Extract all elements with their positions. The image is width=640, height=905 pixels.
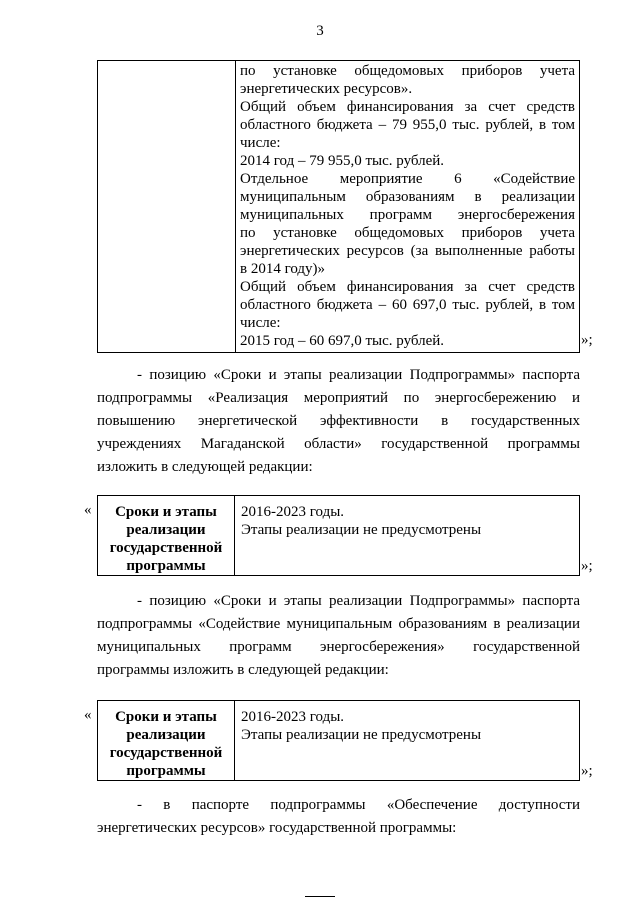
text-line: областного бюджета – 79 955,0 тыс. рублей, в том <box>240 117 575 133</box>
text-line: - позицию «Сроки и этапы реализации Подпрограммы» паспорта <box>137 593 580 609</box>
page-number: 3 <box>316 23 324 39</box>
text-line: 2016-2023 годы. <box>241 504 345 520</box>
text-line: подпрограммы «Содействие муниципальным образованиям в реализации <box>97 616 580 632</box>
text-line: - позицию «Сроки и этапы реализации Подпрограммы» паспорта <box>137 367 580 383</box>
text-line: энергетических ресурсов» государственной программы: <box>97 820 457 836</box>
closing-quote: »; <box>581 558 593 574</box>
text-line: - в паспорте подпрограммы «Обеспечение доступности <box>137 797 580 813</box>
passport-table-2 <box>97 700 580 781</box>
financing-table <box>97 60 580 353</box>
paragraph-3 <box>97 794 580 840</box>
text-line: 2015 год – 60 697,0 тыс. рублей. <box>240 333 445 349</box>
text-line: повышению энергетической эффективности в государственных <box>97 413 580 429</box>
paragraph-1 <box>97 364 580 479</box>
text-line: числе: <box>240 135 281 151</box>
passport-table-1 <box>97 495 580 576</box>
text-line: Этапы реализации не предусмотрены <box>241 727 482 743</box>
passport-value-cell <box>235 701 580 781</box>
paragraph-2 <box>97 590 580 682</box>
opening-quote: « <box>84 502 92 518</box>
text-line: по установке общедомовых приборов учета <box>240 225 575 241</box>
passport-label-cell: Сроки и этапы реализации государственной программы <box>98 701 235 781</box>
closing-quote: »; <box>581 332 593 348</box>
text-line: в 2014 году)» <box>240 261 326 277</box>
footer-rule <box>305 896 335 897</box>
passport-label-cell: Сроки и этапы реализации государственной программы <box>98 496 235 576</box>
text-line: числе: <box>240 315 281 331</box>
text-line: областного бюджета – 60 697,0 тыс. рублей, в том <box>240 297 575 313</box>
text-line: подпрограммы «Реализация мероприятий по энергосбережению и <box>97 390 580 406</box>
text-line: Этапы реализации не предусмотрены <box>241 522 482 538</box>
text-line: учреждениях Магаданской области» государственной программы <box>97 436 580 452</box>
text-line: муниципальных программ энергосбережения <box>240 207 575 223</box>
text-line: Отдельное мероприятие 6 «Содействие <box>240 171 575 187</box>
closing-quote: »; <box>581 763 593 779</box>
text-line: программы изложить в следующей редакции: <box>97 662 389 678</box>
text-line: 2014 год – 79 955,0 тыс. рублей. <box>240 153 445 169</box>
text-line: 2016-2023 годы. <box>241 709 345 725</box>
text-line: Общий объем финансирования за счет средств <box>240 279 575 295</box>
text-line: изложить в следующей редакции: <box>97 459 313 475</box>
text-line: энергетических ресурсов (за выполненные работы <box>240 243 575 259</box>
financing-table-text-cell <box>236 61 580 353</box>
text-line: по установке общедомовых приборов учета <box>240 63 575 79</box>
text-line: энергетических ресурсов». <box>240 81 413 97</box>
financing-table-label-cell <box>98 61 236 353</box>
text-line: муниципальных программ энергосбережения» государственной <box>97 639 580 655</box>
opening-quote: « <box>84 707 92 723</box>
text-line: Общий объем финансирования за счет средств <box>240 99 575 115</box>
text-line: муниципальным образованиям в реализации <box>240 189 575 205</box>
passport-value-cell <box>235 496 580 576</box>
